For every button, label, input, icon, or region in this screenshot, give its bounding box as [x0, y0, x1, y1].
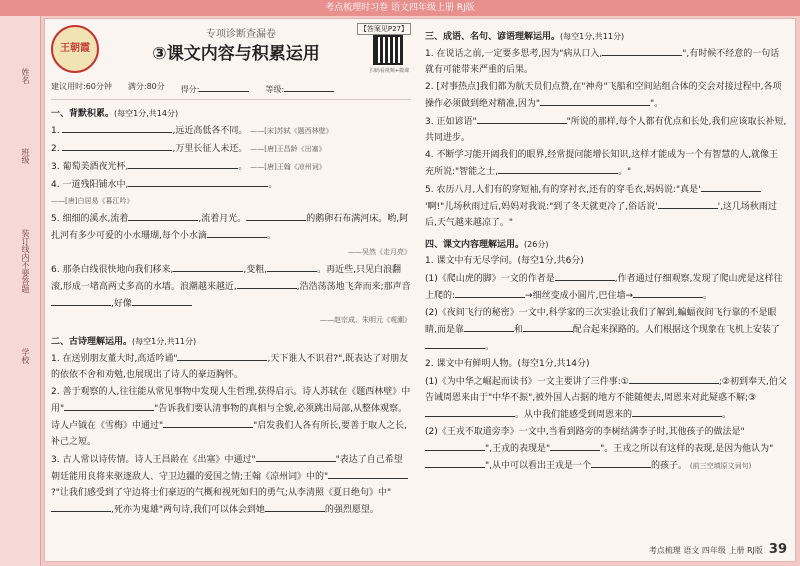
answer-blank[interactable]	[591, 457, 651, 468]
question-3-4: 4. 不断学习能开阔我们的眼界,经常提问能增长知识,这样才能成为一个有智慧的人,就像王充所说:"智能之士, 。"	[425, 150, 779, 177]
question-1-3: 3. 葡萄美酒夜光杯, 。 ——[唐]王翰《凉州词》	[51, 158, 411, 175]
sidebar-name-label: 姓名	[21, 68, 30, 84]
binding-sidebar	[0, 16, 41, 566]
answer-blank[interactable]	[425, 457, 485, 468]
exam-meta	[51, 79, 411, 100]
answer-blank[interactable]	[128, 210, 198, 221]
page-footer: 考点梳理 语文 四年级 上册 RJ版 39	[648, 542, 787, 557]
question-3-1: 1. 在说话之前,一定要多思考,因为"病从口入, ",有时候不经意的一句话就有可能带来严重的后果。	[425, 45, 787, 78]
question-1-2: 2. ,万里长征人未还。 ——[唐]王昌龄《出塞》	[51, 140, 411, 157]
page-number: 39	[768, 542, 787, 557]
question-4-2-1: (1)《为中华之崛起而读书》一文主要讲了三件事:① ;②初到奉天,伯父告诫周恩来由于"中华不振",被外国人占据的地方不能随便去,周恩来对此疑惑不解;③。从中我们能感受到周恩来的 。	[425, 373, 787, 423]
qr-note: 扫码看视频+微课	[369, 68, 409, 74]
page-title: ③课文内容与积累运用	[152, 44, 320, 64]
question-1-6: 6. 那条白线很快地向我们移来, ,变粗, 。再近些,只见白浪翻滚,形成一堵高两丈多高的水墙。浪潮越来越近, ,浩浩荡荡地飞奔而来;那声音,好像 ——赵宗成、朱明元《观潮》	[51, 261, 411, 328]
worksheet-page	[44, 18, 796, 562]
page-header	[51, 23, 411, 79]
question-1-1: 1. ,远近高低各不同。 ——[宋]苏轼《题西林壁》	[51, 122, 411, 139]
answer-blank[interactable]	[425, 440, 485, 451]
score-info: 满分:80分	[127, 82, 165, 91]
sidebar-school-label: 学校	[21, 348, 30, 364]
answer-blank[interactable]	[207, 227, 267, 238]
answer-blank[interactable]	[51, 295, 111, 306]
answer-blank[interactable]	[632, 406, 722, 417]
question-4-1-1: (1)《爬山虎的脚》一文的作者是 ,作者通过仔细观察,发现了爬山虎是这样往上爬的: →细丝变成小圆片,巴住墙→ 。	[425, 270, 787, 304]
answer-blank[interactable]	[132, 295, 192, 306]
question-2-2: 2. 善于观察的人,往往能从常见事物中发现人生哲理,获得启示。诗人苏轼在《题西林壁》中用" "告诉我们要认清事物的真相与全貌,必须跳出局部,从整体观察。诗人卢钺在《雪梅》中通过" "启发我们人各有所长,要善于取人之长,补己之短。	[51, 387, 411, 447]
question-2-1: 1. 在送别朋友董大时,高适吟诵" ,天下谁人不识君?",既表达了对朋友的依依不舍和劝勉,也展现出了诗人的豪迈胸怀。	[51, 350, 411, 383]
question-3-5: 5. 农历八月,人们有的穿短袖,有的穿衬衣,还有的穿毛衣,妈妈说:"真是''啊!"儿场秋雨过后,妈妈对我说:"到了冬天就更冷了,俗话说' ',这几场秋雨过后,天气越来越凉了。"	[425, 181, 787, 231]
answer-blank[interactable]	[128, 158, 238, 169]
question-4-1: 1. 课文中有无尽学问。(每空1分,共6分)	[425, 256, 584, 266]
answer-blank[interactable]	[701, 181, 761, 192]
answer-blank[interactable]	[658, 198, 718, 209]
answer-blank[interactable]	[425, 406, 515, 417]
answer-blank[interactable]	[267, 261, 317, 272]
question-4-1-2: (2)《夜间飞行的秘密》一文中,科学家的三次实验让我们了解到,蝙蝠夜间飞行靠的不是眼睛,而是靠 和 配合起来探路的。人们根据这个现象在飞机上安装了。	[425, 308, 780, 352]
answer-blank[interactable]	[523, 321, 573, 332]
answer-blank[interactable]	[477, 113, 567, 124]
answer-blank[interactable]	[633, 287, 703, 298]
answer-blank[interactable]	[128, 176, 268, 187]
answer-blank[interactable]	[550, 440, 600, 451]
answer-blank[interactable]	[177, 350, 267, 361]
answer-blank[interactable]	[455, 287, 525, 298]
answer-blank[interactable]	[464, 321, 514, 332]
question-3-2: 2. [对事热点]我们都为航天员们点赞,在"神舟"飞船和空间站组合体的交会对接过程中,各项操作必须做到绝对精准,因为" "。	[425, 82, 782, 109]
section-2-heading: 二、古诗理解运用。(每空1分,共11分)	[51, 337, 197, 347]
answer-blank[interactable]	[173, 261, 243, 272]
answer-blank[interactable]	[237, 278, 297, 289]
answer-blank[interactable]	[62, 140, 172, 151]
answer-blank[interactable]	[256, 451, 336, 462]
question-1-5: 5. 细细的溪水,流着 ,流着月光。 的鹅卵石布满河床。哟,阿扎河有多少可爱的小水珊瑚,每个小水滴 。 ——吴然《走月亮》	[51, 210, 411, 260]
brand-logo: 王朝霞	[51, 25, 99, 73]
sidebar-warning-label: 装订线内不要答题	[21, 229, 30, 293]
answer-blank[interactable]	[328, 468, 408, 479]
section-4-heading: 四、课文内容理解运用。(26分)	[425, 240, 549, 250]
answer-blank[interactable]	[64, 400, 154, 411]
section-1-heading: 一、背默积累。(每空1分,共14分)	[51, 109, 179, 119]
right-column	[425, 23, 787, 475]
points-field[interactable]: 得分:	[181, 81, 250, 95]
question-1-4: 4. 一道残阳铺水中, 。 ——[唐]白居易《暮江吟》	[51, 176, 411, 209]
answer-blank[interactable]	[425, 338, 485, 349]
answer-blank[interactable]	[265, 501, 325, 512]
header-subtitle: 专项诊断查漏卷	[206, 29, 276, 40]
section-3-heading: 三、成语、名句、谚语理解运用。(每空1分,共11分)	[425, 32, 625, 42]
answer-blank[interactable]	[51, 501, 111, 512]
answer-blank[interactable]	[629, 373, 719, 384]
grade-field[interactable]: 等级:	[265, 81, 334, 95]
answer-blank[interactable]	[555, 270, 615, 281]
answer-blank[interactable]	[540, 95, 650, 106]
question-2-3: 3. 古人常以诗传情。诗人王昌龄在《出塞》中通过" "表达了自己希望朝廷能用良将来驱逐敌人、守卫边疆的爱国之情;王翰《凉州词》中的"?"让我们感受到了守边将士们豪迈的气概和视死如归的勇气;从李清照《夏日绝句》中",死亦为鬼雄"两句诗,我们可以体会到她 的强烈愿望。	[51, 451, 411, 518]
top-banner-text: 考点梳理时习卷 语文四年级上册 RJ版	[325, 3, 475, 13]
answer-blank[interactable]	[246, 210, 306, 221]
answer-blank[interactable]	[498, 163, 618, 174]
qr-code-icon[interactable]	[373, 35, 403, 65]
left-column	[51, 23, 411, 519]
answer-blank[interactable]	[602, 45, 682, 56]
question-4-2-2: (2)《王戎不取道旁李》一文中,当看到路旁的李树结满李子时,其他孩子的做法是"",王戎的表现是" "。王戎之所以有这样的表现,是因为他认为"",从中可以看出王戎是一个 的孩子。 (前三空填原文词句)	[425, 427, 774, 471]
time-info: 建议用时:60分钟	[51, 82, 112, 91]
question-4-2: 2. 课文中有鲜明人物。(每空1分,共14分)	[425, 359, 590, 369]
question-3-3: 3. 正如谚语" "所说的那样,每个人都有优点和长处,我们应该取长补短,共同进步。	[425, 113, 787, 146]
answer-blank[interactable]	[163, 417, 253, 428]
top-banner	[0, 0, 800, 16]
sidebar-class-label: 班级	[21, 148, 30, 164]
answer-reference: 【答案见P27】	[357, 23, 411, 35]
answer-blank[interactable]	[62, 122, 172, 133]
